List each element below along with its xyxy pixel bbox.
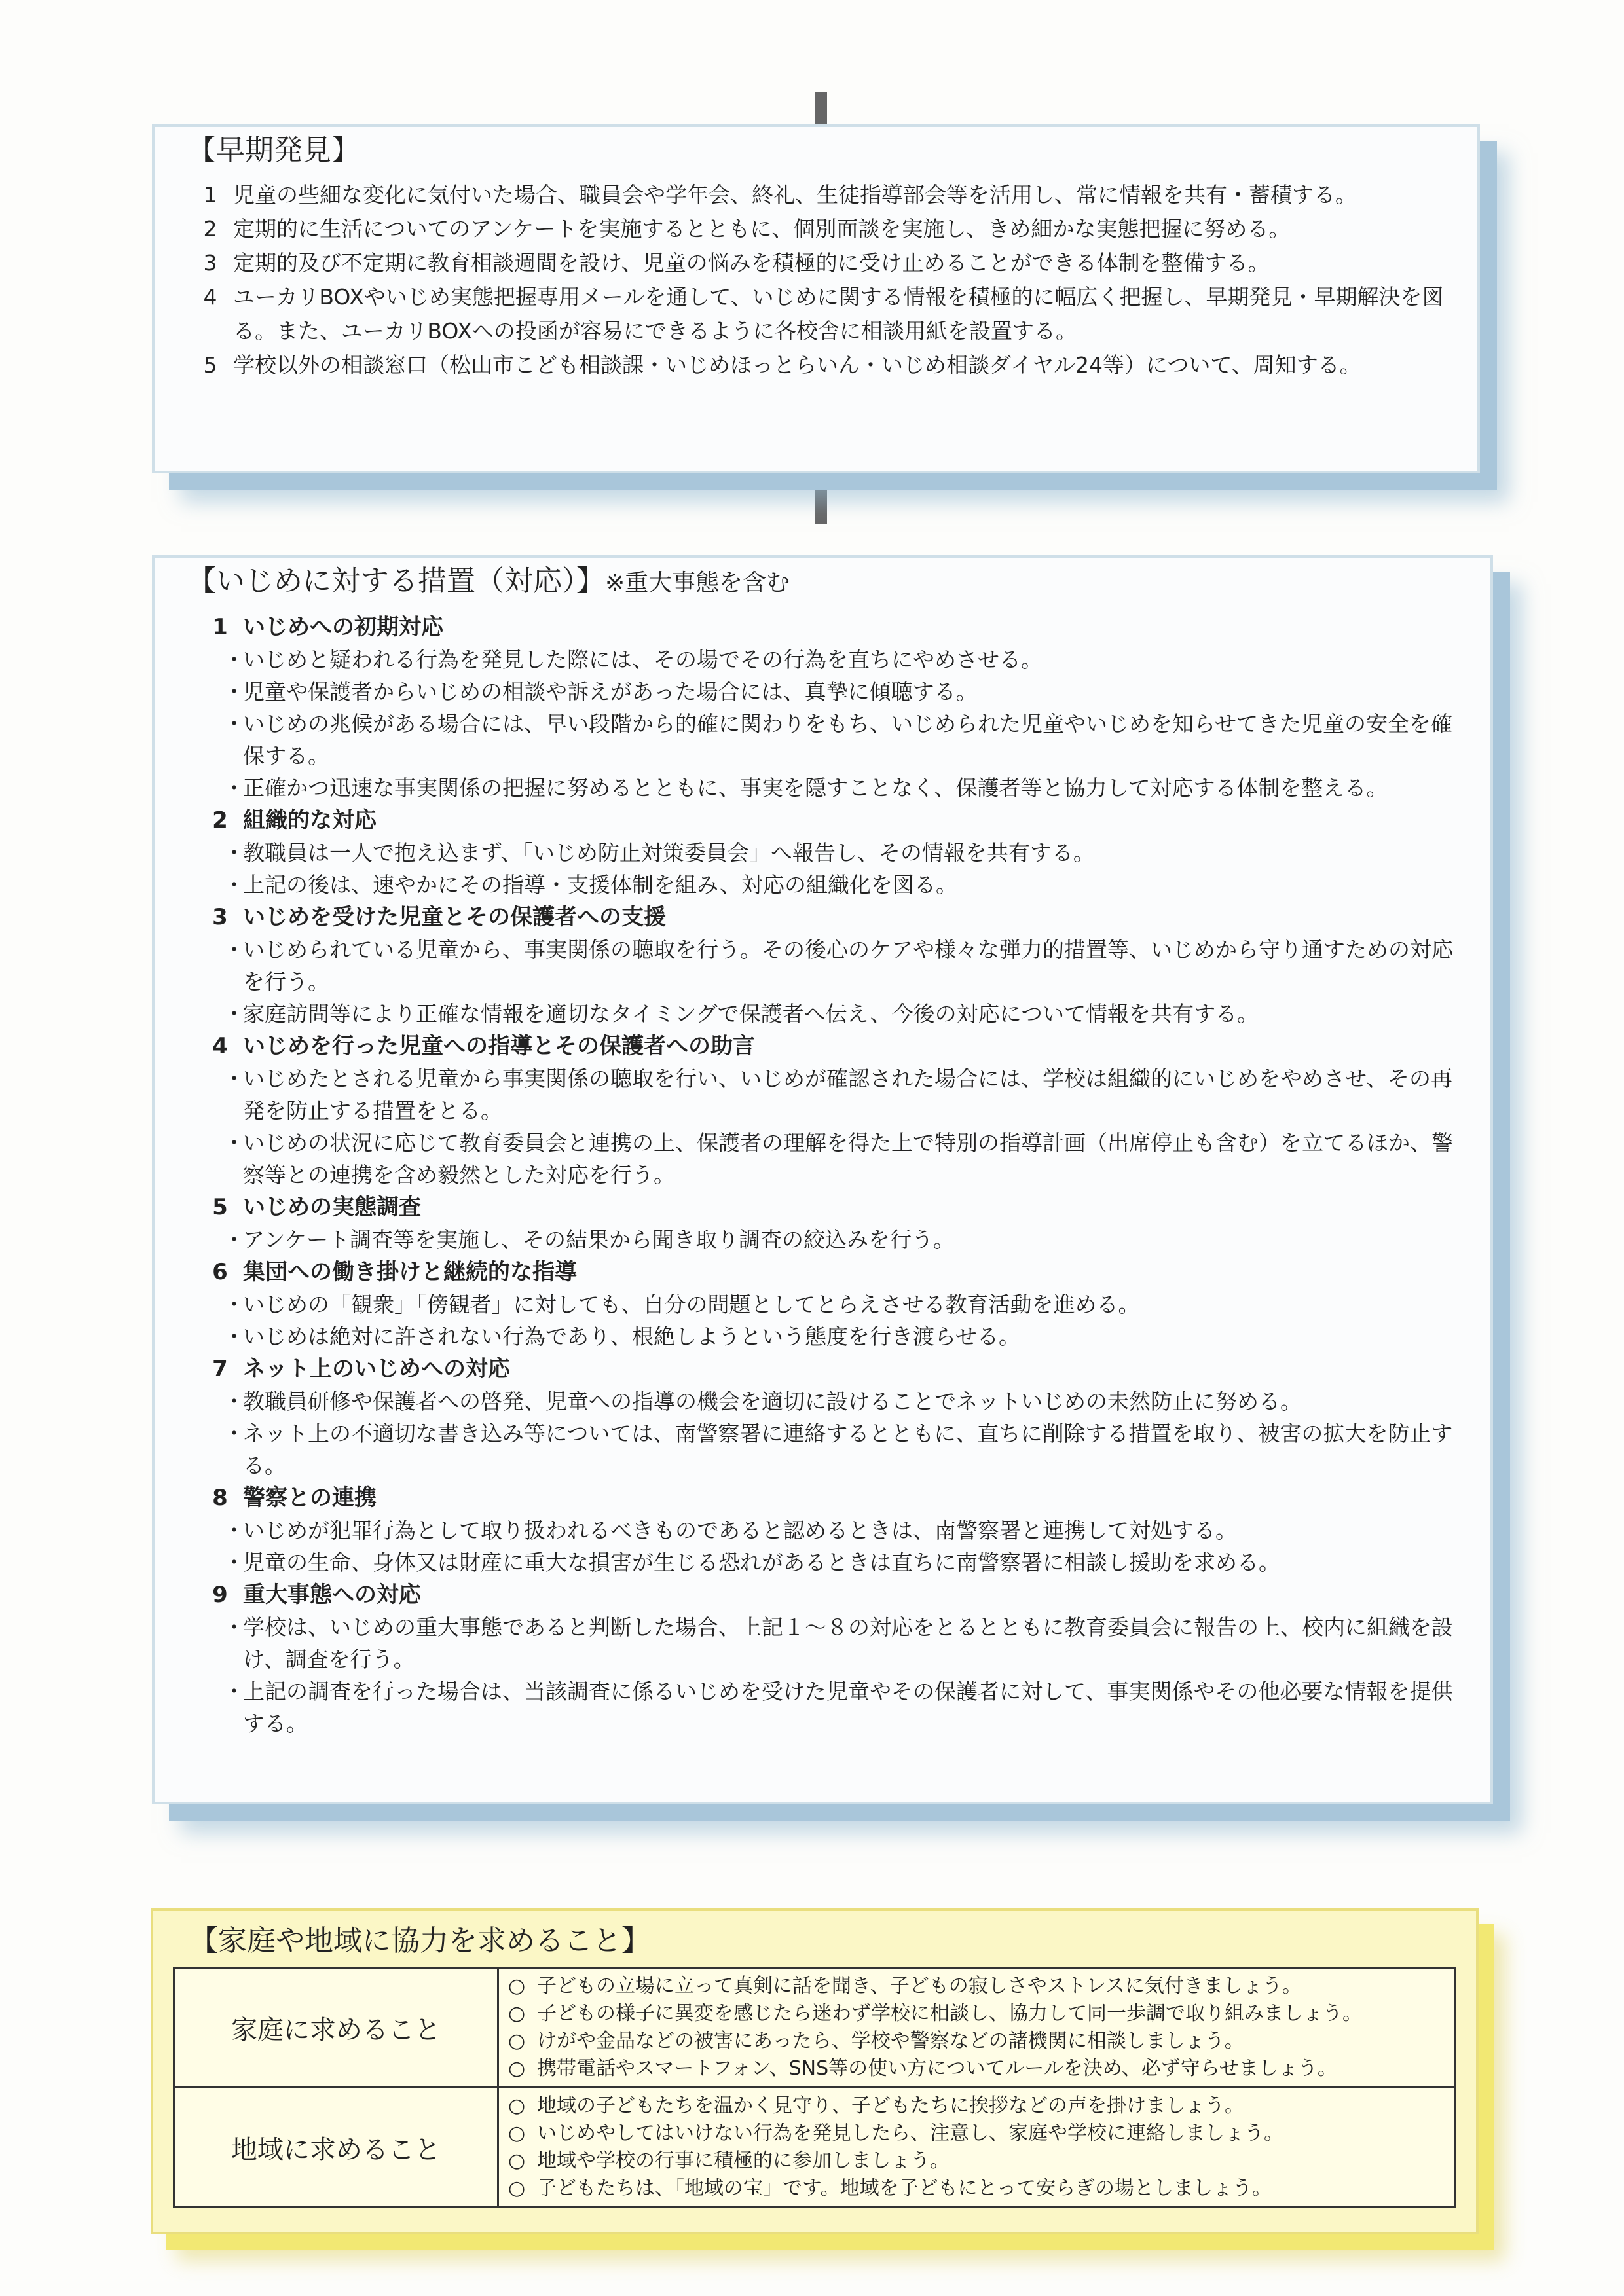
bullet-mark: ・ <box>223 872 245 898</box>
measure-section <box>197 611 1464 804</box>
measure-bullet <box>197 1675 1464 1740</box>
cooperation-item-text: 携帯電話やスマートフォン、SNS等の使い方についてルールを決め、必ず守らせましょう。 <box>537 2057 1337 2080</box>
bullet-mark: ・ <box>223 1518 245 1543</box>
measure-section-heading <box>197 1578 1464 1611</box>
cooperation-item <box>508 2028 1445 2055</box>
early-detection-item <box>187 246 1451 280</box>
measure-section-heading <box>197 1030 1464 1063</box>
section-number: 7 <box>212 1356 228 1382</box>
measure-section-heading <box>197 1256 1464 1288</box>
cooperation-row-label: 家庭に求めること <box>174 1968 498 2088</box>
bullet-text: いじめは絶対に許されない行為であり、根絶しようという態度を行き渡らせる。 <box>243 1324 1021 1349</box>
cooperation-items <box>498 2088 1456 2208</box>
circle-mark: ○ <box>508 2177 526 2200</box>
cooperation-item <box>508 2092 1445 2120</box>
section-heading-text: 集団への働き掛けと継続的な指導 <box>243 1259 577 1285</box>
section-number: 3 <box>212 904 228 930</box>
measures-title <box>187 563 1464 602</box>
cooperation-item-text: けがや金品などの被害にあったら、学校や警察などの諸機関に相談しましょう。 <box>537 2030 1244 2052</box>
cooperation-panel <box>151 1908 1479 2234</box>
measure-bullet <box>197 869 1464 901</box>
circle-mark: ○ <box>508 2030 526 2052</box>
cooperation-item <box>508 2055 1445 2083</box>
measure-bullet <box>197 1546 1464 1578</box>
section-heading-text: ネット上のいじめへの対応 <box>243 1356 510 1382</box>
measures-sections <box>187 611 1464 1740</box>
measure-bullet <box>197 1224 1464 1256</box>
item-number: 1 <box>203 182 217 208</box>
section-heading-text: 重大事態への対応 <box>243 1582 421 1608</box>
bullet-mark: ・ <box>223 1679 245 1704</box>
measure-section-heading <box>197 1191 1464 1224</box>
measure-bullet <box>197 708 1464 772</box>
section-heading-text: いじめへの初期対応 <box>243 614 443 640</box>
item-number: 2 <box>203 216 217 242</box>
cooperation-item <box>508 2000 1445 2028</box>
bullet-text: いじめたとされる児童から事実関係の聴取を行い、いじめが確認された場合には、学校は組織的にいじめをやめさせ、その再発を防止する措置をとる。 <box>243 1066 1453 1123</box>
measure-section <box>197 804 1464 901</box>
early-detection-item <box>187 212 1451 246</box>
circle-mark: ○ <box>508 1975 526 1997</box>
measure-section <box>197 1191 1464 1256</box>
section-heading-text: いじめの実態調査 <box>243 1194 421 1220</box>
bullet-mark: ・ <box>223 1389 245 1414</box>
cooperation-item <box>508 2175 1445 2202</box>
section-number: 1 <box>212 614 228 640</box>
bullet-text: 正確かつ迅速な事実関係の把握に努めるとともに、事実を隠すことなく、保護者等と協力して対応する体制を整える。 <box>243 775 1388 801</box>
cooperation-row-label: 地域に求めること <box>174 2088 498 2208</box>
measure-section <box>197 1578 1464 1740</box>
bullet-text: いじめの「観衆」「傍観者」に対しても、自分の問題としてとらえさせる教育活動を進める。 <box>243 1292 1140 1317</box>
bullet-mark: ・ <box>223 711 245 737</box>
early-detection-panel <box>152 124 1480 473</box>
early-detection-title: 【早期発見】 <box>187 134 360 167</box>
item-number: 4 <box>203 284 217 310</box>
bullet-mark: ・ <box>223 1421 245 1446</box>
cooperation-item <box>508 1973 1445 2000</box>
measure-bullet <box>197 837 1464 869</box>
bullet-text: いじめの兆候がある場合には、早い段階から的確に関わりをもち、いじめられた児童やいじめを知らせてきた児童の安全を確保する。 <box>243 711 1453 769</box>
measure-section <box>197 1482 1464 1578</box>
circle-mark: ○ <box>508 2149 526 2172</box>
measures-title-text: 【いじめに対する措置（対応）】 <box>187 564 605 598</box>
cooperation-item <box>508 2147 1445 2175</box>
early-detection-item <box>187 348 1451 382</box>
item-text: 定期的に生活についてのアンケートを実施するとともに、個別面談を実施し、きめ細かな実態把握に努める。 <box>233 216 1291 242</box>
early-detection-item <box>187 178 1451 212</box>
bullet-mark: ・ <box>223 1292 245 1317</box>
bullet-text: ネット上の不適切な書き込み等については、南警察署に連絡するとともに、直ちに削除する措置を取り、被害の拡大を防止する。 <box>243 1421 1453 1478</box>
measures-title-note: ※重大事態を含む <box>605 570 790 596</box>
bullet-text: 家庭訪問等により正確な情報を適切なタイミングで保護者へ伝え、今後の対応について情報を共有する。 <box>243 1001 1259 1027</box>
measure-bullet <box>197 644 1464 676</box>
bullet-mark: ・ <box>223 1614 245 1640</box>
bullet-text: いじめの状況に応じて教育委員会と連携の上、保護者の理解を得た上で特別の指導計画（出席停止も含む）を立てるほか、警察等との連携を含め毅然とした対応を行う。 <box>243 1130 1453 1188</box>
bullet-text: いじめが犯罪行為として取り扱われるべきものであると認めるときは、南警察署と連携して対処する。 <box>243 1518 1237 1543</box>
measure-section <box>197 1256 1464 1353</box>
measure-bullet <box>197 1611 1464 1675</box>
section-heading-text: いじめを行った児童への指導とその保護者への助言 <box>243 1033 755 1059</box>
bullet-text: 児童の生命、身体又は財産に重大な損害が生じる恐れがあるときは直ちに南警察署に相談し援助を求める。 <box>243 1550 1280 1575</box>
bullet-mark: ・ <box>223 1550 245 1575</box>
bullet-mark: ・ <box>223 1227 245 1252</box>
measure-section <box>197 901 1464 1030</box>
bullet-text: 児童や保護者からいじめの相談や訴えがあった場合には、真摯に傾聴する。 <box>243 679 978 704</box>
measure-bullet <box>197 772 1464 804</box>
bullet-mark: ・ <box>223 840 245 866</box>
bullet-text: 上記の後は、速やかにその指導・支援体制を組み、対応の組織化を図る。 <box>243 872 957 898</box>
cooperation-item-text: 子どもの様子に異変を感じたら迷わず学校に相談し、協力して同一歩調で取り組みましょう。 <box>537 2002 1362 2025</box>
measure-bullet <box>197 1127 1464 1191</box>
early-detection-item <box>187 280 1451 348</box>
early-detection-list <box>187 178 1451 382</box>
measure-bullet <box>197 1288 1464 1321</box>
cooperation-row <box>174 2088 1456 2208</box>
section-heading-text: 警察との連携 <box>243 1485 377 1511</box>
item-text: ユーカリBOXやいじめ実態把握専用メールを通して、いじめに関する情報を積極的に幅広く把握し、早期発見・早期解決を図る。また、ユーカリBOXへの投函が容易にできるように各校舎に相談用紙を設置する。 <box>233 284 1444 344</box>
cooperation-item <box>508 2120 1445 2147</box>
circle-mark: ○ <box>508 2094 526 2117</box>
bullet-text: いじめと疑われる行為を発見した際には、その場でその行為を直ちにやめさせる。 <box>243 647 1043 672</box>
item-text: 児童の些細な変化に気付いた場合、職員会や学年会、終礼、生徒指導部会等を活用し、常に情報を共有・蓄積する。 <box>233 182 1357 208</box>
section-number: 6 <box>212 1259 228 1285</box>
section-heading-text: いじめを受けた児童とその保護者への支援 <box>243 904 666 930</box>
measure-bullet <box>197 1417 1464 1482</box>
section-number: 4 <box>212 1033 228 1059</box>
measure-bullet <box>197 934 1464 998</box>
item-text: 学校以外の相談窓口（松山市こども相談課・いじめほっとらいん・いじめ相談ダイヤル24等）について、周知する。 <box>233 352 1361 378</box>
bullet-mark: ・ <box>223 1130 245 1156</box>
measure-section-heading <box>197 1482 1464 1514</box>
item-number: 5 <box>203 352 217 378</box>
bullet-mark: ・ <box>223 775 245 801</box>
cooperation-items <box>498 1968 1456 2088</box>
cooperation-title: 【家庭や地域に協力を求めること】 <box>189 1924 650 1958</box>
measure-section <box>197 1353 1464 1482</box>
cooperation-table <box>173 1967 1456 2208</box>
circle-mark: ○ <box>508 2057 526 2080</box>
connector-line-middle <box>815 490 827 524</box>
measures-panel <box>152 555 1493 1804</box>
measure-section-heading <box>197 804 1464 837</box>
cooperation-item-text: いじめやしてはいけない行為を発見したら、注意し、家庭や学校に連絡しましょう。 <box>537 2122 1283 2145</box>
measure-bullet <box>197 676 1464 708</box>
bullet-text: 上記の調査を行った場合は、当該調査に係るいじめを受けた児童やその保護者に対して、事実関係やその他必要な情報を提供する。 <box>243 1679 1453 1736</box>
bullet-mark: ・ <box>223 1324 245 1349</box>
bullet-text: 教職員は一人で抱え込まず、「いじめ防止対策委員会」へ報告し、その情報を共有する。 <box>243 840 1095 866</box>
section-number: 8 <box>212 1485 228 1511</box>
bullet-text: アンケート調査等を実施し、その結果から聞き取り調査の絞込みを行う。 <box>243 1227 955 1252</box>
section-heading-text: 組織的な対応 <box>243 807 377 833</box>
bullet-mark: ・ <box>223 1001 245 1027</box>
cooperation-row <box>174 1968 1456 2088</box>
circle-mark: ○ <box>508 2002 526 2025</box>
cooperation-item-text: 子どもたちは、「地域の宝」です。地域を子どもにとって安らぎの場としましょう。 <box>537 2177 1272 2200</box>
bullet-text: 教職員研修や保護者への啓発、児童への指導の機会を適切に設けることでネットいじめの未然防止に努める。 <box>243 1389 1302 1414</box>
bullet-mark: ・ <box>223 679 245 704</box>
connector-line-top <box>815 92 827 124</box>
measure-section-heading <box>197 611 1464 644</box>
section-number: 2 <box>212 807 228 833</box>
measure-section-heading <box>197 901 1464 934</box>
bullet-mark: ・ <box>223 647 245 672</box>
measure-section <box>197 1030 1464 1191</box>
bullet-mark: ・ <box>223 1066 245 1091</box>
measure-bullet <box>197 1514 1464 1546</box>
cooperation-item-text: 地域の子どもたちを温かく見守り、子どもたちに挨拶などの声を掛けましょう。 <box>537 2094 1244 2117</box>
section-number: 9 <box>212 1582 228 1608</box>
measure-bullet <box>197 1321 1464 1353</box>
cooperation-item-text: 子どもの立場に立って真剣に話を聞き、子どもの寂しさやストレスに気付きましょう。 <box>537 1975 1302 1997</box>
bullet-mark: ・ <box>223 937 245 962</box>
item-text: 定期的及び不定期に教育相談週間を設け、児童の悩みを積極的に受け止めることができる体制を整備する。 <box>233 250 1270 276</box>
item-number: 3 <box>203 250 217 276</box>
circle-mark: ○ <box>508 2122 526 2145</box>
measure-bullet <box>197 1385 1464 1417</box>
cooperation-item-text: 地域や学校の行事に積極的に参加しましょう。 <box>537 2149 950 2172</box>
measure-bullet <box>197 1063 1464 1127</box>
measure-section-heading <box>197 1353 1464 1385</box>
section-number: 5 <box>212 1194 228 1220</box>
bullet-text: 学校は、いじめの重大事態であると判断した場合、上記１～８の対応をとるとともに教育委員会に報告の上、校内に組織を設け、調査を行う。 <box>243 1614 1453 1672</box>
bullet-text: いじめられている児童から、事実関係の聴取を行う。その後心のケアや様々な弾力的措置等、いじめから守り通すための対応を行う。 <box>243 937 1453 994</box>
measure-bullet <box>197 998 1464 1030</box>
